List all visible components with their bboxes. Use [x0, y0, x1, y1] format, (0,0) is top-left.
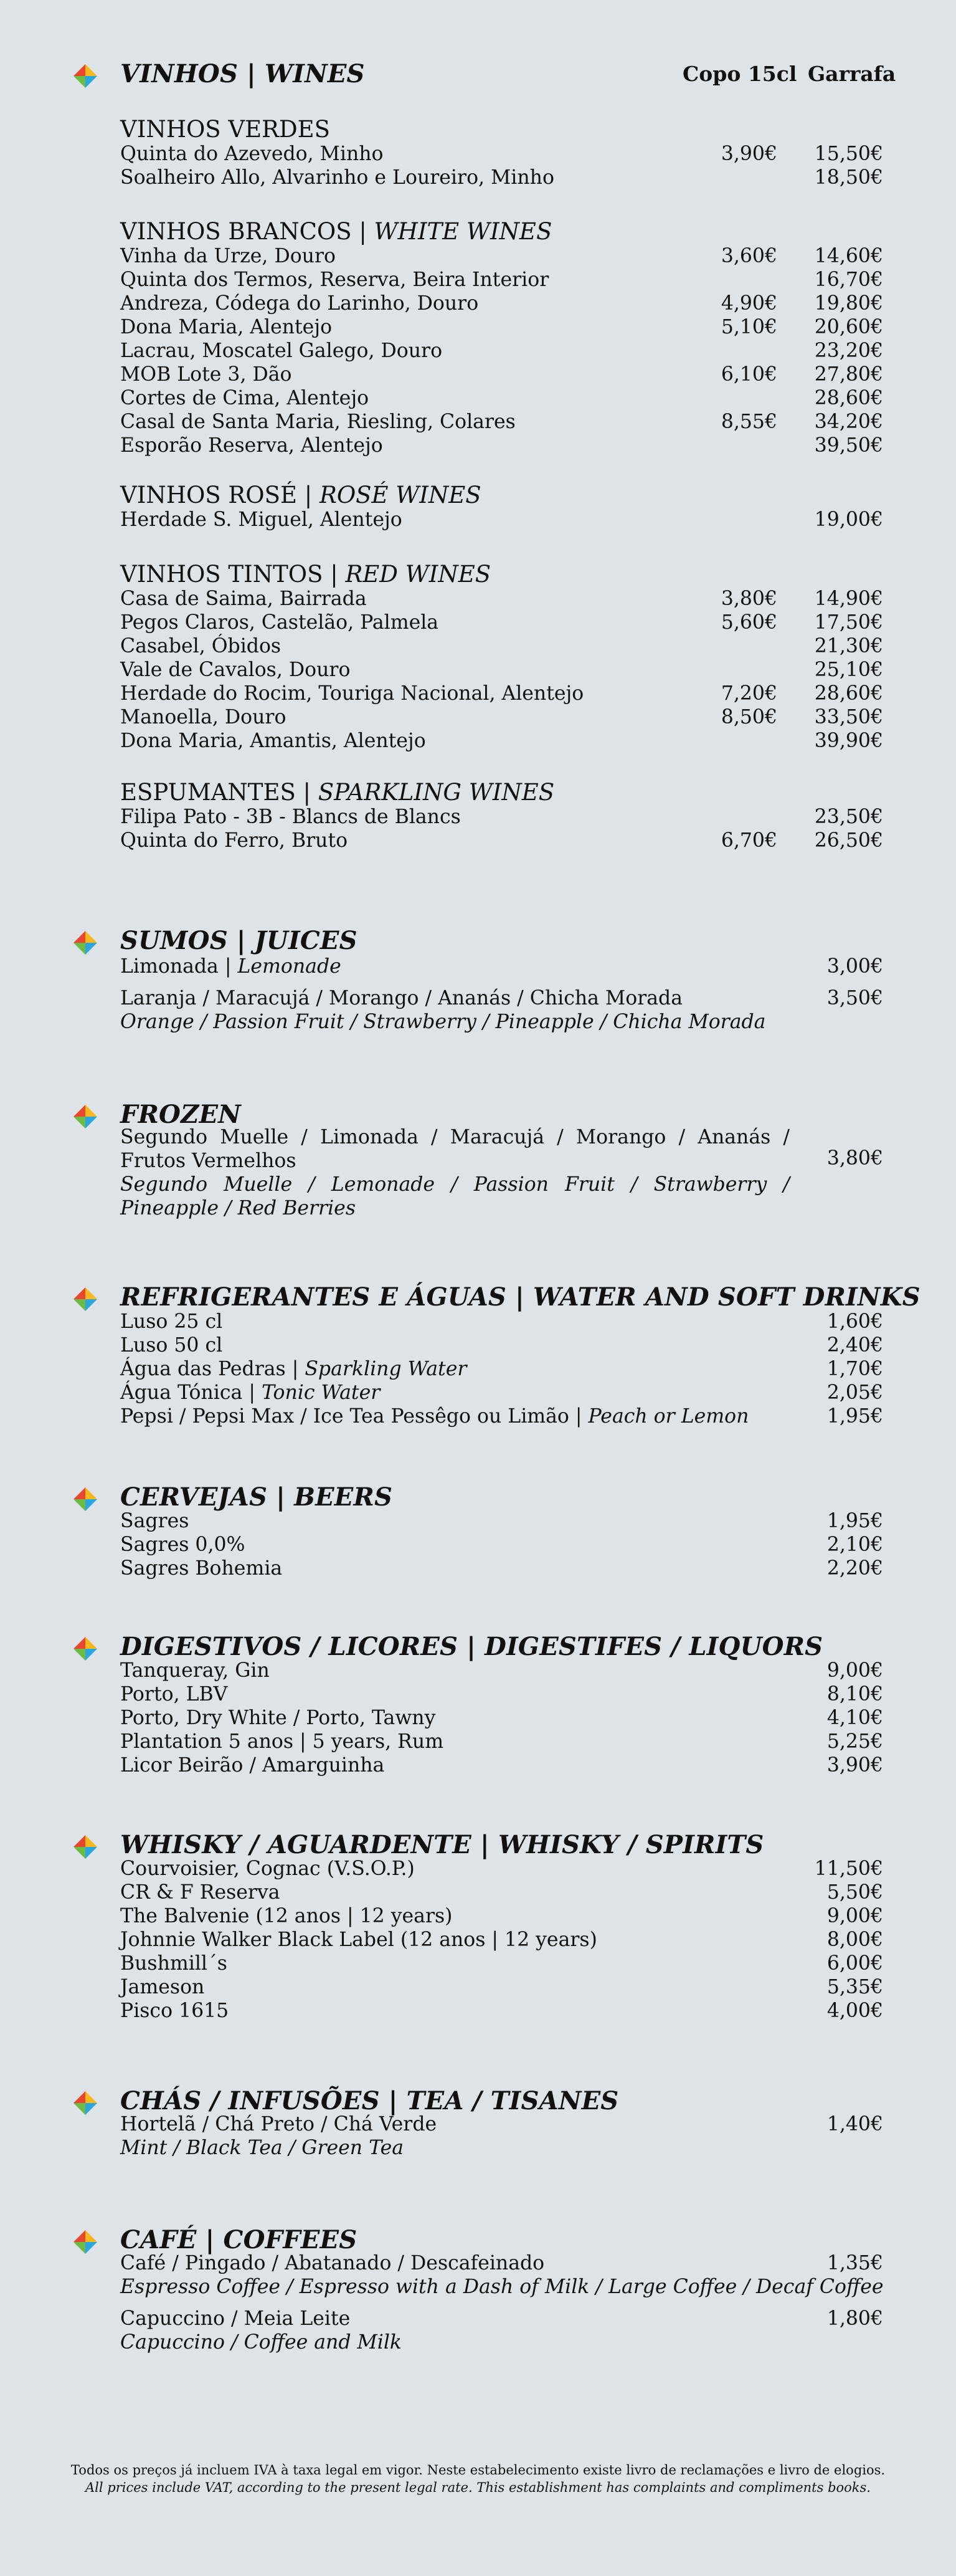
item-name: Herdade S. Miguel, Alentejo: [120, 508, 402, 531]
item-name-en: Peach or Lemon: [588, 1405, 749, 1428]
wine-group-title: ESPUMANTES | SPARKLING WINES: [120, 779, 555, 806]
item-name: Sagres 0,0%: [120, 1534, 245, 1556]
glass-price: 3,60€: [721, 245, 777, 267]
item-price: 9,00€: [826, 1659, 883, 1682]
item-name: Capuccino / Meia Leite: [120, 2307, 351, 2330]
frozen-items: Segundo Muelle / Limonada / Maracujá / Morango / Ananás / Frutos Vermelhos: [120, 1126, 790, 1172]
item-name: Manoella, Douro: [120, 706, 286, 728]
item-name: Água das Pedras | Sparkling Water: [120, 1358, 467, 1380]
column-header-bottle: Garrafa: [808, 62, 896, 86]
glass-price: 5,60€: [721, 611, 777, 634]
section-title-beers: CERVEJAS | BEERS: [120, 1482, 393, 1512]
list-item: [120, 244, 883, 268]
item-price: 39,50€: [814, 434, 883, 457]
list-item: [120, 729, 883, 753]
glass-price: 5,10€: [721, 316, 777, 338]
item-price: 14,60€: [814, 245, 883, 267]
list-item: [120, 611, 883, 634]
item-name: Laranja / Maracujá / Morango / Ananás / Chicha Morada: [120, 987, 683, 1009]
section-title-liquors: DIGESTIVOS / LICORES | DIGESTIFES / LIQUORS: [120, 1632, 823, 1661]
item-price: 25,10€: [814, 659, 883, 681]
item-name-en: Lemonade: [237, 955, 341, 978]
list-item: [120, 1952, 883, 1975]
logo-diamond-icon: [73, 1835, 97, 1859]
item-name: Johnnie Walker Black Label (12 anos | 12 years): [120, 1929, 597, 1951]
item-name: Herdade do Rocim, Touriga Nacional, Alentejo: [120, 682, 584, 705]
wine-group-title: VINHOS BRANCOS | WHITE WINES: [120, 218, 552, 245]
item-name: Café / Pingado / Abatanado / Descafeinado: [120, 2252, 545, 2274]
list-item: [120, 315, 883, 339]
section-title-juices: SUMOS | JUICES: [120, 926, 357, 955]
item-name: Hortelã / Chá Preto / Chá Verde: [120, 2113, 437, 2135]
item-price: 8,10€: [826, 1683, 883, 1705]
list-item: [120, 1928, 883, 1952]
item-price: 28,60€: [814, 387, 883, 409]
list-item: [120, 386, 883, 410]
item-price: 23,20€: [814, 340, 883, 362]
item-name: The Balvenie (12 anos | 12 years): [120, 1905, 453, 1927]
list-item: [120, 805, 883, 829]
item-price: 19,80€: [814, 292, 883, 315]
logo-diamond-icon: [73, 2230, 97, 2254]
item-price: 4,00€: [826, 2000, 883, 2022]
item-name-en: Tonic Water: [261, 1381, 381, 1404]
item-name: Esporão Reserva, Alentejo: [120, 434, 383, 457]
item-translation: Mint / Black Tea / Green Tea: [120, 2137, 404, 2159]
list-item: [120, 986, 883, 1010]
section-title-frozen: FROZEN: [120, 1100, 241, 1129]
item-name: Bushmill´s: [120, 1952, 227, 1975]
item-name: Lacrau, Moscatel Galego, Douro: [120, 340, 443, 362]
item-price: 2,20€: [826, 1557, 883, 1580]
glass-price: 4,90€: [721, 292, 777, 315]
item-name: MOB Lote 3, Dão: [120, 363, 292, 386]
item-price: 26,50€: [814, 829, 883, 852]
item-name: Porto, LBV: [120, 1683, 228, 1705]
item-name: Pepsi / Pepsi Max / Ice Tea Pessêgo ou Limão | Peach or Lemon: [120, 1405, 749, 1428]
item-name: Vale de Cavalos, Douro: [120, 659, 351, 681]
list-item: [120, 1533, 883, 1557]
item-name: Pegos Claros, Castelão, Palmela: [120, 611, 439, 634]
list-item: [120, 410, 883, 434]
list-item: [120, 1557, 883, 1580]
section-title-spirits: WHISKY / AGUARDENTE | WHISKY / SPIRITS: [120, 1830, 764, 1859]
item-name: Dona Maria, Alentejo: [120, 316, 333, 338]
item-name: Filipa Pato - 3B - Blancs de Blancs: [120, 806, 461, 828]
item-translation: Capuccino / Coffee and Milk: [120, 2331, 402, 2354]
list-item: [120, 1857, 883, 1881]
glass-price: 6,10€: [721, 363, 777, 386]
list-item: [120, 339, 883, 363]
list-item: [120, 363, 883, 386]
logo-diamond-icon: [73, 1287, 97, 1311]
item-price: 2,40€: [826, 1334, 883, 1357]
section-title-teas: CHÁS / INFUSÕES | TEA / TISANES: [120, 2086, 619, 2116]
item-name: Limonada | Lemonade: [120, 955, 341, 978]
item-name: Jameson: [120, 1976, 205, 1998]
wine-group-title-en: ROSÉ WINES: [319, 482, 481, 508]
list-item: [120, 1904, 883, 1928]
item-price: 17,50€: [814, 611, 883, 634]
item-price: 5,35€: [826, 1976, 883, 1998]
list-item: [120, 1310, 883, 1333]
list-item: [120, 2112, 883, 2136]
glass-price: 8,55€: [721, 411, 777, 433]
item-price: 2,10€: [826, 1534, 883, 1556]
item-name: Quinta do Azevedo, Minho: [120, 143, 384, 165]
column-header-glass: Copo 15cl: [683, 62, 797, 86]
list-item: [120, 508, 883, 532]
list-item: [120, 268, 883, 292]
list-item: [120, 166, 883, 189]
item-name: Casa de Saima, Bairrada: [120, 588, 367, 610]
item-price: 18,50€: [814, 166, 883, 189]
list-item: [120, 1357, 883, 1381]
list-item: [120, 1659, 883, 1682]
glass-price: 3,90€: [721, 143, 777, 165]
list-item: [120, 587, 883, 611]
item-price: 27,80€: [814, 363, 883, 386]
glass-price: 7,20€: [721, 682, 777, 705]
item-price: 8,00€: [826, 1929, 883, 1951]
footer-note-pt: Todos os preços já incluem IVA à taxa legal em vigor. Neste estabelecimento existe livro de reclamações e livro de elogios.: [70, 2463, 886, 2478]
item-price: 39,90€: [814, 730, 883, 752]
list-item: [120, 1753, 883, 1777]
wine-group-title: VINHOS VERDES: [120, 116, 331, 143]
section-title-wines: VINHOS | WINES: [120, 59, 365, 88]
logo-diamond-icon: [73, 1105, 97, 1128]
glass-price: 6,70€: [721, 829, 777, 852]
list-item: [120, 829, 883, 852]
list-item: [120, 1706, 883, 1730]
item-price: 20,60€: [814, 316, 883, 338]
glass-price: 8,50€: [721, 706, 777, 728]
list-item: [120, 2251, 883, 2275]
item-price: 28,60€: [814, 682, 883, 705]
item-name: Dona Maria, Amantis, Alentejo: [120, 730, 426, 752]
item-price: 19,00€: [814, 508, 883, 531]
list-item: [120, 1333, 883, 1357]
item-name: Quinta do Ferro, Bruto: [120, 829, 348, 852]
item-price: 3,90€: [826, 1754, 883, 1777]
item-name: CR & F Reserva: [120, 1881, 280, 1904]
item-price: 3,00€: [826, 955, 883, 978]
item-name: Courvoisier, Cognac (V.S.O.P.): [120, 1858, 415, 1880]
item-name: Casal de Santa Maria, Riesling, Colares: [120, 411, 516, 433]
item-translation: Espresso Coffee / Espresso with a Dash of Milk / Large Coffee / Decaf Coffee: [120, 2276, 884, 2298]
item-name: Andreza, Códega do Larinho, Douro: [120, 292, 479, 315]
item-translation: Orange / Passion Fruit / Strawberry / Pineapple / Chicha Morada: [120, 1011, 766, 1033]
list-item: [120, 1405, 883, 1428]
item-name: Casabel, Óbidos: [120, 635, 282, 657]
item-name: Quinta dos Termos, Reserva, Beira Interior: [120, 269, 549, 291]
list-item: [120, 705, 883, 729]
item-price: 3,80€: [826, 1147, 883, 1170]
item-price: 1,95€: [826, 1510, 883, 1532]
item-name: Cortes de Cima, Alentejo: [120, 387, 369, 409]
item-name: Água Tónica | Tonic Water: [120, 1381, 381, 1404]
list-item: [120, 142, 883, 166]
item-price: 9,00€: [826, 1905, 883, 1927]
item-price: 2,05€: [826, 1381, 883, 1404]
list-item: [120, 1730, 883, 1753]
logo-diamond-icon: [73, 931, 97, 955]
frozen-items-en: Segundo Muelle / Lemonade / Passion Fruit / Strawberry / Pineapple / Red Berries: [120, 1173, 790, 1219]
list-item: [120, 1381, 883, 1405]
item-price: 1,70€: [826, 1358, 883, 1380]
wine-group-title: VINHOS TINTOS | RED WINES: [120, 561, 491, 588]
list-item: [120, 682, 883, 705]
list-item: [120, 292, 883, 315]
item-price: 16,70€: [814, 269, 883, 291]
item-price: 34,20€: [814, 411, 883, 433]
list-item: [120, 658, 883, 682]
list-item: [120, 1509, 883, 1533]
item-price: 21,30€: [814, 635, 883, 657]
item-name: Sagres Bohemia: [120, 1557, 283, 1580]
item-price: 1,40€: [826, 2113, 883, 2135]
item-name: Vinha da Urze, Douro: [120, 245, 336, 267]
item-price: 3,50€: [826, 987, 883, 1009]
section-title-coffees: CAFÉ | COFFEES: [120, 2225, 357, 2254]
logo-diamond-icon: [73, 64, 97, 88]
item-price: 1,60€: [826, 1310, 883, 1333]
item-name: Soalheiro Allo, Alvarinho e Loureiro, Minho: [120, 166, 554, 189]
item-price: 6,00€: [826, 1952, 883, 1975]
section-title-soft-drinks: REFRIGERANTES E ÁGUAS | WATER AND SOFT DRINKS: [120, 1282, 921, 1312]
list-item: [120, 434, 883, 457]
item-name-en: Sparkling Water: [305, 1358, 467, 1380]
list-item: [120, 1999, 883, 2023]
item-name: Sagres: [120, 1510, 189, 1532]
item-name: Licor Beirão / Amarguinha: [120, 1754, 385, 1777]
wine-group-title-en: WHITE WINES: [374, 218, 552, 245]
item-name: Luso 50 cl: [120, 1334, 223, 1357]
list-item: [120, 1682, 883, 1706]
footer-note-en: All prices include VAT, according to the present legal rate. This establishment has complaints and compliments books.: [85, 2480, 871, 2495]
item-price: 11,50€: [814, 1858, 883, 1880]
item-name: Plantation 5 anos | 5 years, Rum: [120, 1730, 444, 1753]
item-price: 33,50€: [814, 706, 883, 728]
item-price: 14,90€: [814, 588, 883, 610]
item-price: 5,25€: [826, 1730, 883, 1753]
list-item: [120, 1881, 883, 1904]
logo-diamond-icon: [73, 2091, 97, 2115]
wine-group-title-en: SPARKLING WINES: [318, 779, 555, 806]
item-price: 1,35€: [826, 2252, 883, 2274]
list-item: [120, 634, 883, 658]
item-price: 5,50€: [826, 1881, 883, 1904]
glass-price: 3,80€: [721, 588, 777, 610]
item-price: 1,80€: [826, 2307, 883, 2330]
item-price: 4,10€: [826, 1707, 883, 1729]
item-name: Porto, Dry White / Porto, Tawny: [120, 1707, 436, 1729]
list-item: [120, 2307, 883, 2330]
logo-diamond-icon: [73, 1487, 97, 1511]
list-item: [120, 955, 883, 978]
item-name: Luso 25 cl: [120, 1310, 223, 1333]
wine-group-title-en: RED WINES: [345, 561, 491, 588]
logo-diamond-icon: [73, 1637, 97, 1661]
item-name: Tanqueray, Gin: [120, 1659, 270, 1682]
item-name: Pisco 1615: [120, 2000, 229, 2022]
list-item: [120, 1975, 883, 1999]
item-price: 15,50€: [814, 143, 883, 165]
wine-group-title: VINHOS ROSÉ | ROSÉ WINES: [120, 482, 481, 508]
item-price: 23,50€: [814, 806, 883, 828]
item-price: 1,95€: [826, 1405, 883, 1428]
